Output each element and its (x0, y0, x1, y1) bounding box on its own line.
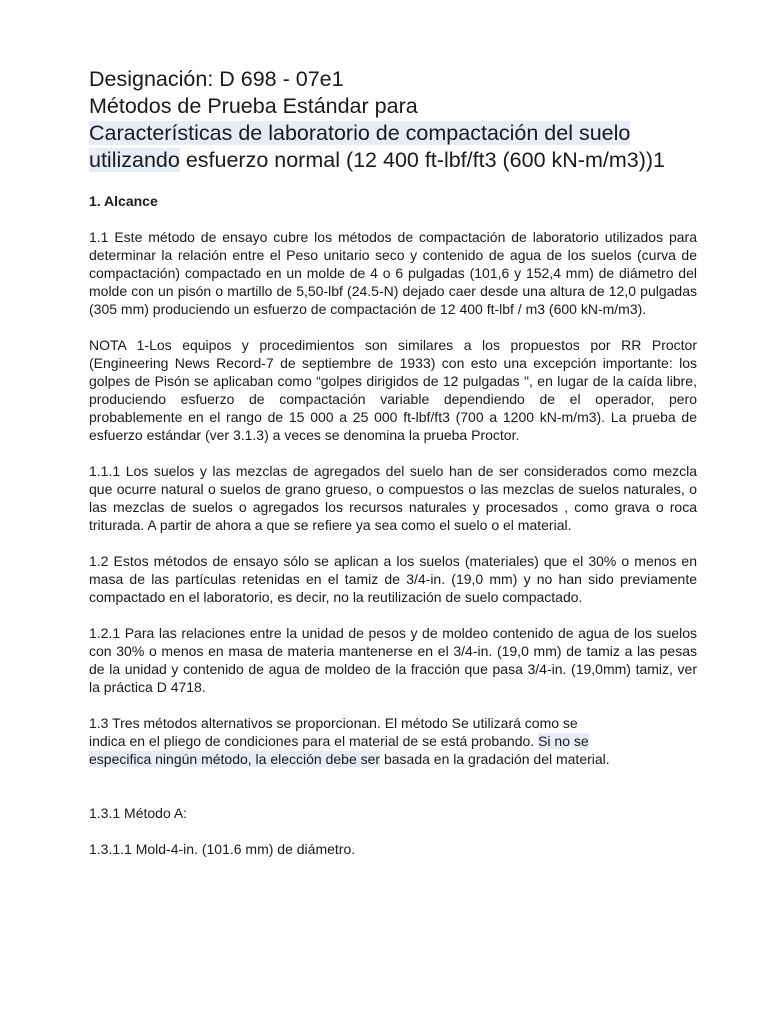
title-characteristics-highlight: Características de laboratorio de compactación del suelo (89, 121, 631, 145)
paragraph-1-3-1-1: 1.3.1.1 Mold-4-in. (101.6 mm) de diámetro. (89, 841, 356, 857)
paragraph-1-3 (89, 714, 697, 768)
title-method: Métodos de Prueba Estándar para (89, 94, 418, 118)
title-designation: Designación: D 698 - 07e1 (89, 67, 344, 91)
paragraph-1-1: 1.1 Este método de ensayo cubre los métodos de compactación de laboratorio utilizados para determinar la relación entre el Peso unitario seco y contenido de agua de los suelos (curva de compactación) compactado en un molde de 4 o 6 pulgadas (101,6 y 152,4 mm) de diámetro del molde con un pisón o martillo de 5,50-lbf (24.5-N) dejado caer desde una altura de 12,0 pulgadas (305 mm) produciendo un esfuerzo de compactación de 12 400 ft-lbf / m3 (600 kN-m/m3). (89, 229, 697, 317)
title-effort (89, 147, 697, 174)
paragraph-nota-1: NOTA 1-Los equipos y procedimientos son similares a los propuestos por RR Proctor (Engineering News Record-7 de septiembre de 1933) con esto una excepción importante: los golpes de Pisón se aplicaban como “golpes dirigidos de 12 pulgadas ", en lugar de la caída libre, produciendo esfuerzo de compactación variable dependiendo de el operador, pero probablemente en el rango de 15 000 a 25 000 ft-lbf/ft3 (700 a 1200 kN-m/m3). La prueba de esfuerzo estándar (ver 3.1.3) a veces se denomina la prueba Proctor. (89, 337, 697, 443)
paragraph-1-3-line2: indica en el pliego de condiciones para el material de se está probando. (89, 733, 539, 749)
title-characteristics (89, 120, 697, 147)
paragraph-1-3-line1: 1.3 Tres métodos alternativos se proporcionan. El método Se utilizará como se (89, 715, 578, 731)
paragraph-1-3-highlight-b: especifica ningún método, la elección debe ser (89, 751, 381, 767)
document-title (89, 66, 697, 174)
paragraph-1-2-1: 1.2.1 Para las relaciones entre la unidad de pesos y de moldeo contenido de agua de los suelos con 30% o menos en masa de materia mantenerse en el 3/4-in. (19,0 mm) de tamiz a las pesas de la unidad y contenido de agua de moldeo de la fracción que pasa 3/4-in. (19,0mm) tamiz, ver la práctica D 4718. (89, 625, 697, 695)
title-utilizando-highlight: utilizando (89, 148, 180, 172)
section-heading-alcance: 1. Alcance (89, 193, 158, 209)
paragraph-1-1-1: 1.1.1 Los suelos y las mezclas de agregados del suelo han de ser considerados como mezcla que ocurre natural o suelos de grano grueso, o compuestos o las mezclas de suelos naturales, o las mezclas de suelos o agregados los recursos naturales y procesados , como grava o roca triturada. A partir de ahora a que se refiere ya sea como el suelo o el material. (89, 463, 697, 533)
paragraph-1-3-highlight-a: Si no se (538, 733, 589, 749)
title-effort-text: esfuerzo normal (12 400 ft-lbf/ft3 (600 kN-m/m3))1 (179, 148, 665, 172)
paragraph-1-3-line3: basada en la gradación del material. (380, 751, 610, 767)
document-page (89, 66, 697, 858)
paragraph-1-3-1: 1.3.1 Método A: (89, 805, 188, 821)
paragraph-1-2: 1.2 Estos métodos de ensayo sólo se aplican a los suelos (materiales) que el 30% o menos en masa de las partículas retenidas en el tamiz de 3/4-in. (19,0 mm) y no han sido previamente compactado en el laboratorio, es decir, no la reutilización de suelo compactado. (89, 553, 697, 605)
